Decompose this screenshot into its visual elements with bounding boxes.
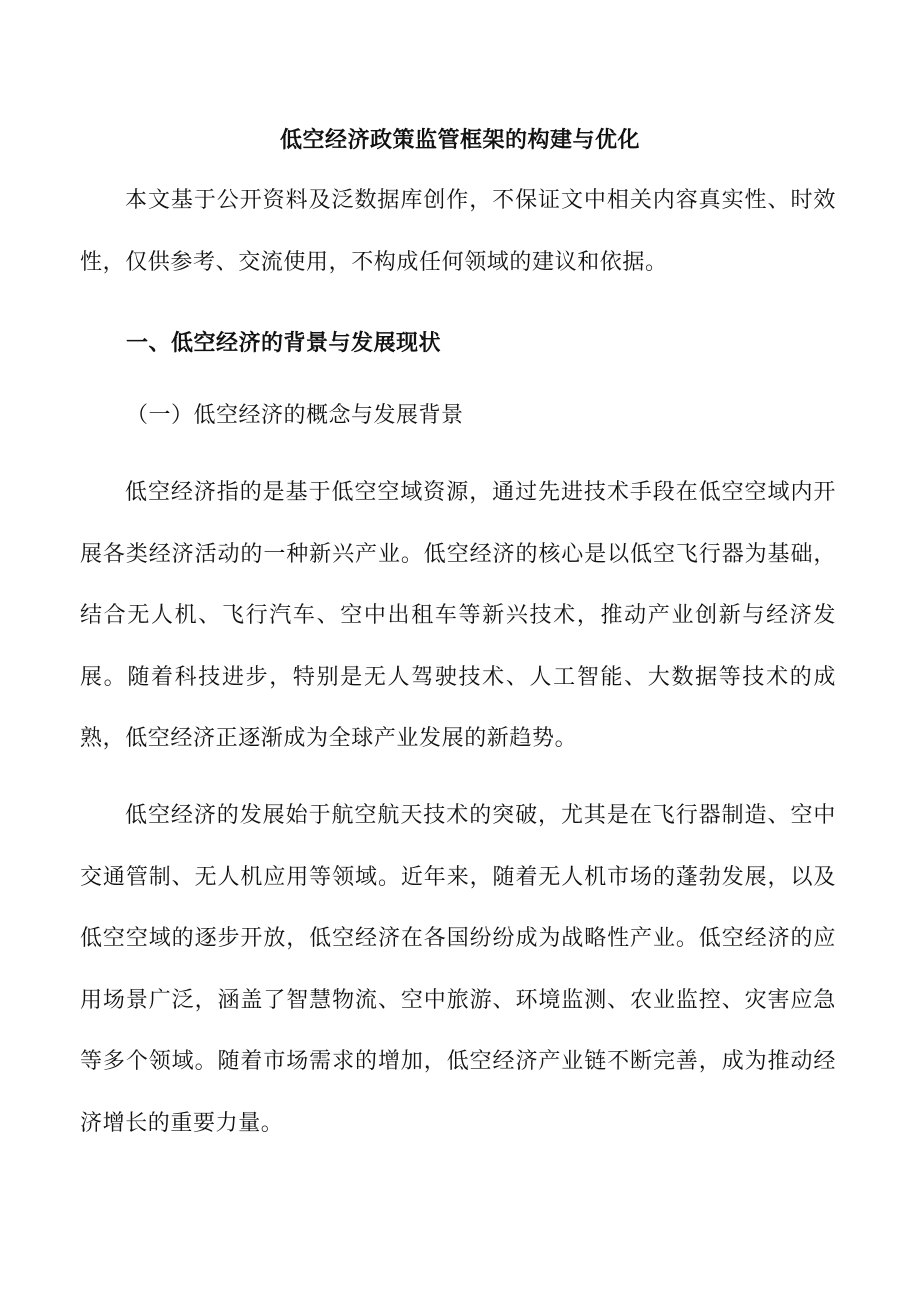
body-paragraph-2: 低空经济的发展始于航空航天技术的突破，尤其是在飞行器制造、空中交通管制、无人机应用等领域。近年来，随着无人机市场的蓬勃发展，以及低空空域的逐步开放，低空经济在各国纷纷成为战略性产业。低空经济的应用场景广泛，涵盖了智慧物流、空中旅游、环境监测、农业监控、灾害应急等多个领域。随着市场需求的增加，低空经济产业链不断完善，成为推动经济增长的重要力量。 bbox=[80, 803, 836, 1136]
document-title: 低空经济政策监管框架的构建与优化 bbox=[279, 127, 640, 153]
disclaimer-paragraph: 本文基于公开资料及泛数据库创作，不保证文中相关内容真实性、时效性，仅供参考、交流使用，不构成任何领域的建议和依据。 bbox=[80, 188, 836, 275]
body-paragraph-1: 低空经济指的是基于低空空域资源，通过先进技术手段在低空空域内开展各类经济活动的一种新兴产业。低空经济的核心是以低空飞行器为基础，结合无人机、飞行汽车、空中出租车等新兴技术，推动产业创新与经济发展。随着科技进步，特别是无人驾驶技术、人工智能、大数据等技术的成熟，低空经济正逐渐成为全球产业发展的新趋势。 bbox=[80, 480, 836, 751]
section-heading: 一、低空经济的背景与发展现状 bbox=[126, 330, 442, 356]
subsection-heading: （一）低空经济的概念与发展背景 bbox=[126, 403, 464, 428]
